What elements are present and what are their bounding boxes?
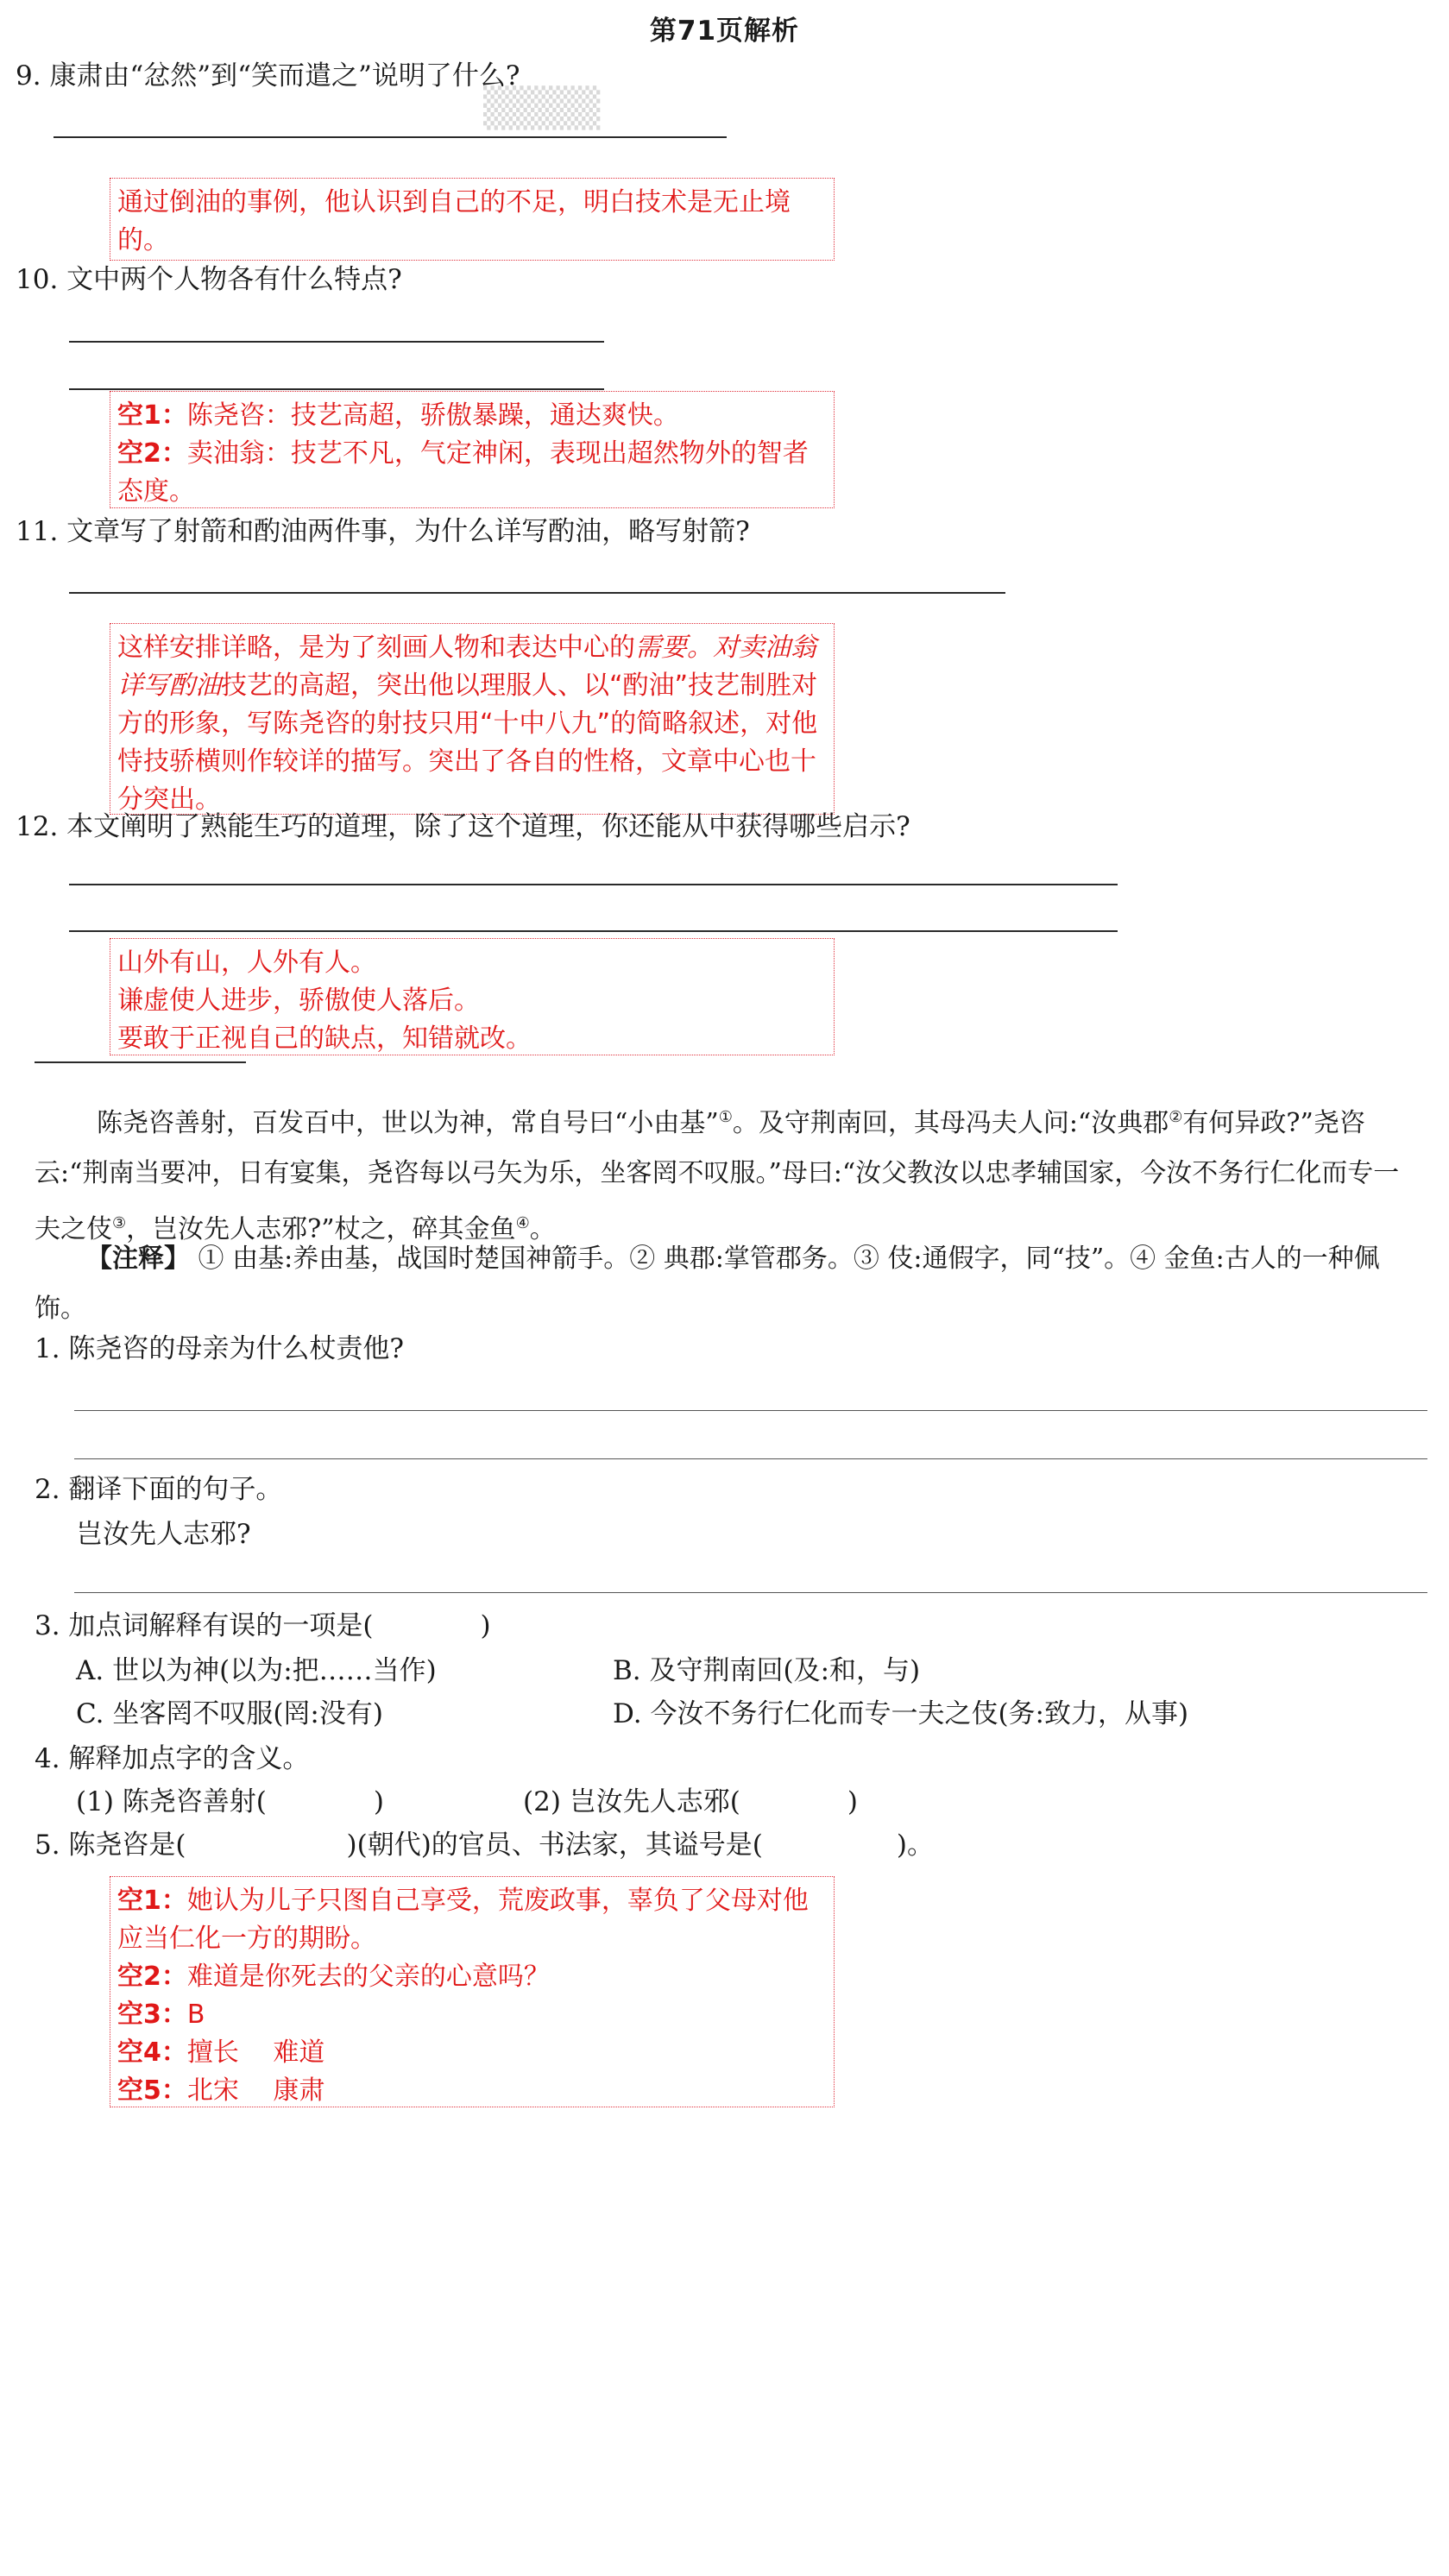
- question-11: 11. 文章写了射箭和酌油两件事，为什么详写酌油，略写射箭?: [16, 516, 750, 547]
- answer-line: [74, 1458, 1427, 1459]
- option-d: D. 今汝不务行仁化而专一夫之伎(务:致力，从事): [613, 1698, 1189, 1729]
- footnote-ref: ④: [515, 1214, 530, 1232]
- page-title: 第71页解析: [649, 16, 800, 47]
- answer-text: 卖油翁详写酌油: [117, 633, 816, 701]
- footnote-ref: ②: [1169, 1108, 1183, 1126]
- passage: [35, 1093, 1424, 1255]
- option-b: B. 及守荆南回(及:和，与): [613, 1655, 921, 1686]
- answer-text: B: [186, 2000, 205, 2030]
- blank-label: 空3：: [117, 2000, 187, 2030]
- blank-label: 空2：: [117, 438, 187, 469]
- passage-text: ，岂汝先人志邪?”杖之，碎其金鱼: [126, 1214, 516, 1244]
- sub-question-4: 4. 解释加点字的含义。: [35, 1743, 310, 1774]
- answer-text: 这样安排详略，是为了刻画人物和表达中心的: [117, 633, 635, 663]
- answer-text: 技艺的高超，突出他以理服人、以“酌油”技艺制胜对方的形象，写陈尧咨的射技只用“十中八九”的简略叙述，对他恃技骄横则作较详的描写。突出了各自的性格，文章中心也十分突出。: [117, 671, 818, 815]
- answer-text: 卖油翁：技艺不凡，气定神闲，表现出超然物外的智者态度。: [117, 438, 809, 507]
- blank-label: 空4：: [117, 2037, 187, 2068]
- option-c: C. 坐客罔不叹服(罔:没有): [76, 1698, 383, 1729]
- answer-text: 难道是你死去的父亲的心意吗？: [186, 1962, 550, 1992]
- blank-label: 空1：: [117, 1886, 187, 1916]
- answer-text: 需要。对: [635, 633, 739, 663]
- passage-text: 有何异政?”尧咨云:“荆南当要冲，日有宴集，尧咨每以弓矢为乐，坐客罔不叹服。”母曰:“汝父教汝以忠孝辅国家，今汝不务行仁化而专一夫之伎: [35, 1108, 1400, 1244]
- sub-question-4-item-2: (2) 岂汝先人志邪( ): [523, 1786, 858, 1817]
- answer-text: 擅长 难道: [186, 2037, 325, 2068]
- section-divider: [35, 1061, 246, 1063]
- answer-box-11: [110, 623, 835, 815]
- passage-text: 。: [529, 1214, 556, 1244]
- answer-text: 陈尧咨：技艺高超，骄傲暴躁，通达爽快。: [186, 400, 679, 431]
- answer-box-9: [110, 178, 835, 261]
- notes: [35, 1234, 1424, 1334]
- answer-text: 她认为儿子只图自己享受，荒废政事，辜负了父母对他应当仁化一方的期盼。: [117, 1886, 809, 1954]
- sub-question-3: 3. 加点词解释有误的一项是( ): [35, 1610, 491, 1641]
- question-12: 12. 本文阐明了熟能生巧的道理，除了这个道理，你还能从中获得哪些启示?: [16, 811, 910, 842]
- answer-line: [69, 884, 1118, 885]
- notes-label: 【注释】: [86, 1244, 190, 1274]
- notes-text: ① 由基:养由基，战国时楚国神箭手。② 典郡:掌管郡务。③ 伎:通假字，同“技”。④ 金鱼:古人的一种佩饰。: [35, 1244, 1380, 1324]
- answer-line: [74, 1410, 1427, 1411]
- sub-question-2: 2. 翻译下面的句子。: [35, 1474, 283, 1505]
- option-a: A. 世以为神(以为:把……当作): [76, 1655, 437, 1686]
- blank-label: 空5：: [117, 2075, 187, 2106]
- answer-line: [69, 341, 604, 343]
- question-9: 9. 康肃由“忿然”到“笑而遣之”说明了什么?: [16, 60, 520, 91]
- answer-line: [69, 592, 1005, 594]
- passage-text: 陈尧咨善射，百发百中，世以为神，常自号曰“小由基”: [97, 1108, 719, 1138]
- answer-line: [69, 930, 1118, 932]
- answer-box-12: [110, 938, 835, 1055]
- blank-label: 空2：: [117, 1962, 187, 1992]
- passage-text: 。及守荆南回，其母冯夫人问:“汝典郡: [732, 1108, 1169, 1138]
- answer-line: [54, 136, 727, 138]
- question-10: 10. 文中两个人物各有什么特点?: [16, 264, 402, 295]
- answer-text: 山外有山，人外有人。: [117, 948, 376, 978]
- sub-question-4-item-1: (1) 陈尧咨善射( ): [76, 1786, 384, 1817]
- sub-question-2-sentence: 岂汝先人志邪?: [76, 1519, 251, 1550]
- footnote-ref: ③: [112, 1214, 127, 1232]
- answer-text: 北宋 康肃: [186, 2075, 325, 2106]
- sub-question-1: 1. 陈尧咨的母亲为什么杖责他?: [35, 1333, 405, 1364]
- blank-label: 空1：: [117, 400, 187, 431]
- answer-text: 要敢于正视自己的缺点，知错就改。: [117, 1023, 532, 1054]
- answer-line: [69, 388, 604, 390]
- answer-text: 谦虚使人进步，骄傲使人落后。: [117, 986, 480, 1016]
- scan-ghost-text: ▒▒▒▒: [483, 86, 601, 130]
- answer-text: 通过倒油的事例，他认识到自己的不足，明白技术是无止境的。: [117, 187, 791, 255]
- answer-line: [74, 1592, 1427, 1593]
- answer-box-final: [110, 1876, 835, 2107]
- footnote-ref: ①: [718, 1108, 733, 1126]
- sub-question-5: 5. 陈尧咨是( )(朝代)的官员、书法家，其谥号是( )。: [35, 1830, 934, 1861]
- answer-box-10: [110, 391, 835, 508]
